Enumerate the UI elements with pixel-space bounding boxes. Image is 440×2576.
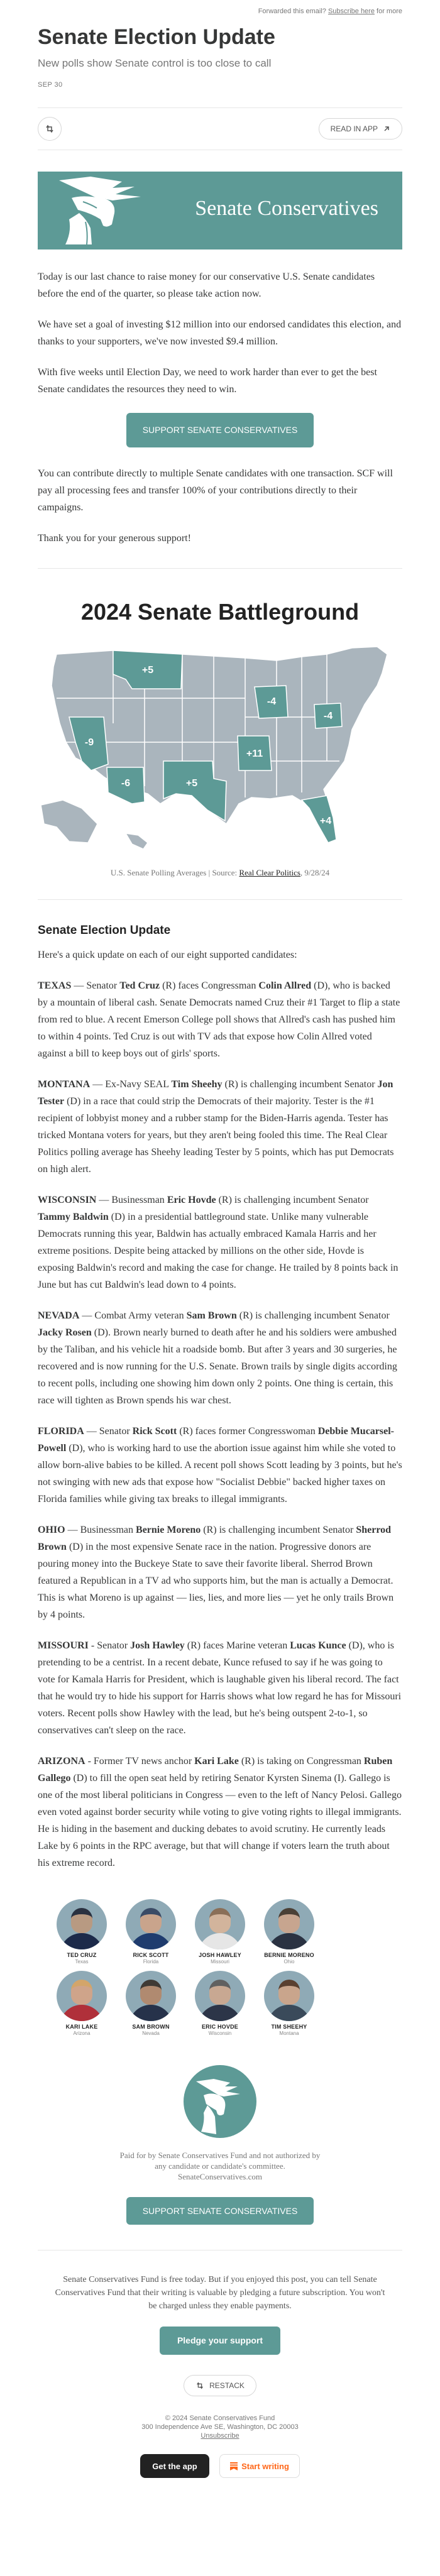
candidate-photo	[195, 1971, 245, 2021]
opponent-name: Ruben Gallego	[38, 1756, 393, 1784]
photo-shoulders	[198, 2005, 242, 2021]
race-paragraph	[38, 977, 402, 1062]
photo-head	[209, 1908, 231, 1933]
intro-paragraph: With five weeks until Election Day, we need to work harder than ever to get the best Senate candidates the resources they need to win.	[38, 367, 377, 395]
map-label-florida: +4	[319, 816, 332, 826]
candidate-name: Rick Scott	[132, 1426, 177, 1437]
photo-head	[140, 1980, 162, 2005]
candidate-card	[261, 1971, 317, 2036]
race-text: (D), who is backed by a mountain of liberal cash. Senate Democrats named Cruz their #1 Target to flip a state from red to blue. A recent Emerson College poll shows that Allred's cash has pushed him to within 4 points. Ted Cruz is out with TV ads that expose how Colin Allred voted against a bill to keep boys out of girls' sports.	[38, 980, 400, 1059]
candidate-name: Josh Hawley	[130, 1640, 185, 1651]
race-text: (D). Brown nearly burned to death after he and his soldiers were ambushed by the Taliban, and his vehicle hit a roadside bomb. But after 3 years and 30 surgeries, he recovered and is now running for the U.S. Senate. Brown trails by single digits according to recent polls, including one showing him down only 2 points. One thing is certain, this race will tighten as Brown spends his war chest.	[38, 1327, 397, 1406]
candidate-name: Sam Brown	[186, 1310, 237, 1321]
candidate-card-state: Arizona	[73, 2031, 91, 2036]
start-writing-label: Start writing	[241, 2461, 289, 2471]
footer-support-button[interactable]: SUPPORT SENATE CONSERVATIVES	[126, 2197, 314, 2225]
candidate-card	[192, 1899, 248, 1965]
subscribe-link[interactable]: Subscribe here	[327, 8, 375, 15]
arrow-up-right-icon	[383, 125, 390, 133]
opponent-name: Colin Allred	[258, 980, 312, 991]
photo-head	[140, 1908, 162, 1933]
get-the-app-button[interactable]: Get the app	[140, 2454, 209, 2478]
support-senate-conservatives-button[interactable]: SUPPORT SENATE CONSERVATIVES	[126, 413, 314, 447]
paid-line: any candidate or candidate's committee.	[155, 2161, 285, 2171]
post-date: SEP 30	[38, 81, 63, 89]
race-paragraph	[38, 1423, 402, 1508]
candidate-card	[53, 1899, 110, 1965]
race-state: WISCONSIN	[38, 1195, 97, 1205]
candidate-card	[123, 1899, 179, 1965]
race-paragraph	[38, 1076, 402, 1178]
race-text: (R) is taking on Congressman	[238, 1756, 364, 1767]
opponent-name: Sherrod Brown	[38, 1525, 392, 1552]
divider	[38, 899, 402, 900]
race-text: — Ex-Navy SEAL	[90, 1079, 172, 1090]
race-text: (R) faces Marine veteran	[184, 1640, 290, 1651]
candidate-card-state: Texas	[75, 1959, 89, 1965]
senate-conservatives-banner	[38, 172, 402, 249]
race-text: — Businessman	[96, 1195, 167, 1205]
map-label-wisconsin: -4	[267, 696, 277, 707]
race-text: (D), who is working hard to use the abortion issue against him while she voted to allow born-alive babies to be killed. A recent poll shows Scott leading by 3 points, but he's not swinging with new ads that expose how "Socialist Debbie" backed higher taxes on Florida families while giving tax breaks to illegal immigrants.	[38, 1443, 402, 1504]
pledge-section	[38, 2250, 402, 2355]
copyright-text: © 2024 Senate Conservatives Fund	[165, 2414, 275, 2422]
opponent-name: Jon Tester	[38, 1079, 393, 1107]
race-paragraph	[38, 1753, 402, 1872]
candidate-photo	[57, 1899, 107, 1949]
candidate-card-name: KARI LAKE	[65, 2024, 98, 2030]
intro-paragraph: We have set a goal of investing $12 million into our endorsed candidates this election, and thanks to your supporters, we've now invested $9.4 million.	[38, 319, 402, 347]
candidate-photo-grid	[38, 1899, 402, 2036]
photo-shoulders	[60, 2005, 104, 2021]
photo-head	[278, 1980, 300, 2005]
candidate-photo	[126, 1971, 176, 2021]
race-text: (R) is challenging incumbent Senator	[222, 1079, 378, 1090]
race-text: (R) faces former Congresswoman	[177, 1426, 318, 1437]
opponent-name: Tammy Baldwin	[38, 1212, 109, 1222]
race-paragraph	[38, 1637, 402, 1739]
candidate-card-name: RICK SCOTT	[133, 1952, 169, 1958]
map-label-montana: +5	[141, 665, 154, 676]
race-text: - Former TV news anchor	[85, 1756, 195, 1767]
read-in-app-label: READ IN APP	[330, 124, 378, 133]
post-actions-bar	[38, 107, 402, 150]
race-state: NEVADA	[38, 1310, 80, 1321]
start-writing-button[interactable]	[219, 2454, 300, 2478]
race-text: — Combat Army veteran	[79, 1310, 187, 1321]
candidate-card-name: JOSH HAWLEY	[199, 1952, 241, 1958]
race-text: (D) in the most expensive Senate race in the nation. Progressive donors are pouring money into the Buckeye State to save their favorite liberal. Sherrod Brown featured a Republican in a TV ad who supports him, but the man is actually a Democrat. This is what Moreno is up against — lies, lies, and more lies — yet he only trails Brown by 4 points.	[38, 1542, 394, 1620]
substack-logo-icon	[230, 2462, 238, 2470]
support-button-wrap	[38, 413, 402, 447]
footer-button-wrap	[38, 2197, 402, 2225]
forwarded-notice	[38, 0, 402, 15]
post-title[interactable]: Senate Election Update	[38, 25, 275, 49]
map-label-missouri: +11	[246, 748, 263, 759]
divider	[38, 568, 402, 569]
race-state: OHIO	[38, 1525, 65, 1535]
photo-shoulders	[267, 1933, 311, 1949]
race-text: (D) to fill the open seat held by retiring Senator Kyrsten Sinema (I). Gallego is one of the most liberal politicians in Congress — even to the left of Nancy Pelosi. Gallego even voted against border security while voting to give voting rights to illegal immigrants. He is hiding in the basement and ducking debates to avoid scrutiny. He currently leads Lake by 6 points in the RPC average, but that will change if voters learn the truth about his extreme record.	[38, 1773, 402, 1868]
race-state: MISSOURI	[38, 1640, 89, 1651]
candidate-photo	[126, 1899, 176, 1949]
restack-wrap	[38, 2375, 402, 2396]
intro-paragraph: You can contribute directly to multiple Senate candidates with one transaction. SCF will pay all processing fees and transfer 100% of your contributions directly to their campaigns.	[38, 468, 393, 513]
candidate-photo	[264, 1899, 314, 1949]
candidate-card-state: Wisconsin	[208, 2031, 232, 2036]
statue-of-liberty-logo-icon	[47, 175, 172, 246]
photo-head	[278, 1908, 300, 1933]
real-clear-politics-link[interactable]: Real Clear Politics	[239, 868, 300, 877]
restack-label: RESTACK	[209, 2381, 245, 2390]
race-text: — Businessman	[65, 1525, 136, 1535]
race-text: (R) is challenging incumbent Senator	[216, 1195, 369, 1205]
forwarded-prefix: Forwarded this email?	[258, 8, 326, 15]
banner-name: Senate Conservatives	[195, 197, 378, 220]
candidate-card	[123, 1971, 179, 2036]
unsubscribe-link[interactable]: Unsubscribe	[201, 2432, 239, 2440]
race-paragraph	[38, 1521, 402, 1623]
candidate-card-state: Ohio	[283, 1959, 295, 1965]
candidate-card	[192, 1971, 248, 2036]
race-text: (D), who is pretending to be a centrist. In a recent debate, Kunce refused to say if he was going to vote for Kamala Harris for President, which is laughable given his liberal record. The fact that he would try to hide his support for Harris shows what low regard he has for Missouri voters. Recent polls show Hawley with the lead, but he's being outspent 2-to-1, so conservatives can't sleep on the race.	[38, 1640, 402, 1736]
race-state: MONTANA	[38, 1079, 91, 1090]
footer-restack-button[interactable]	[184, 2375, 256, 2396]
post-subtitle: New polls show Senate control is too close to call	[38, 57, 272, 69]
photo-shoulders	[129, 2005, 173, 2021]
candidate-photo	[264, 1971, 314, 2021]
race-text: - Senator	[88, 1640, 131, 1651]
race-text: (R) is challenging incumbent Senator	[201, 1525, 356, 1535]
candidate-card-name: ERIC HOVDE	[201, 2024, 238, 2030]
us-map-svg	[38, 635, 402, 862]
candidate-name: Kari Lake	[194, 1756, 239, 1767]
address-text: 300 Independence Ave SE, Washington, DC 20003	[141, 2423, 299, 2431]
race-text: (D) in a presidential battleground state. Unlike many vulnerable Democrats running this year, Baldwin has actually embraced Kamala Harris and her extreme positions. Despite being attacked by millions on the other side, Hovde is exposing Baldwin's record and making the case for change. He trailed by 8 points back in June but has cut Baldwin's lead down to 4 points.	[38, 1212, 399, 1290]
map-title: 2024 Senate Battleground	[80, 599, 360, 625]
map-caption-suffix: , 9/28/24	[300, 868, 330, 877]
photo-head	[71, 1908, 92, 1933]
restack-button[interactable]	[38, 117, 62, 141]
candidate-card-name: TIM SHEEHY	[271, 2024, 307, 2030]
opponent-name: Jacky Rosen	[38, 1327, 92, 1338]
pledge-support-button[interactable]: Pledge your support	[160, 2327, 280, 2355]
map-label-arizona: -6	[121, 778, 131, 789]
update-intro: Here's a quick update on each of our eight supported candidates:	[38, 950, 297, 960]
race-text: (D) in a race that could strip the Democrats of their majority. Tester is the #1 recipient of lobbyist money and a rubber stamp for the Biden-Harris agenda. Tester has tricked Montana voters for years, but they aren't being fooled this time. The Real Clear Politics polling average has Sheehy leading Tester by 5 points, which has put Democrats on high alert.	[38, 1096, 394, 1175]
race-state: FLORIDA	[38, 1426, 84, 1437]
candidate-card-name: SAM BROWN	[132, 2024, 170, 2030]
candidate-photo	[57, 1971, 107, 2021]
photo-shoulders	[198, 1933, 242, 1949]
update-section	[38, 946, 402, 1872]
candidate-card-state: Missouri	[211, 1959, 229, 1965]
paid-for-disclaimer	[38, 2150, 402, 2182]
intro-section	[38, 268, 402, 547]
race-state: TEXAS	[38, 980, 72, 991]
candidate-name: Eric Hovde	[167, 1195, 216, 1205]
candidate-card	[261, 1899, 317, 1965]
candidate-card-name: TED CRUZ	[67, 1952, 97, 1958]
paid-line: Paid for by Senate Conservatives Fund and not authorized by	[119, 2151, 321, 2160]
race-text: — Senator	[71, 980, 120, 991]
statue-of-liberty-circle-logo-icon	[182, 2064, 258, 2139]
race-text: (R) is challenging incumbent Senator	[236, 1310, 390, 1321]
map-label-ohio: -4	[323, 711, 333, 721]
update-heading: Senate Election Update	[38, 924, 171, 937]
copyright-block	[38, 2414, 402, 2440]
race-paragraph	[38, 1307, 402, 1409]
race-paragraph	[38, 1192, 402, 1293]
candidate-card-state: Florida	[143, 1959, 159, 1965]
battleground-map	[38, 635, 402, 862]
footer-logo	[38, 2064, 402, 2142]
photo-shoulders	[129, 1933, 173, 1949]
candidate-photo	[195, 1899, 245, 1949]
photo-head	[71, 1980, 92, 2005]
pledge-text: Senate Conservatives Fund is free today. But if you enjoyed this post, you can tell Senate Conservatives Fund that their writing is valuable by pledging a future subscription. You won't be charged unless they enable payments.	[55, 2275, 385, 2311]
restack-icon	[45, 124, 55, 134]
map-caption	[38, 868, 402, 878]
map-caption-prefix: U.S. Senate Polling Averages | Source:	[110, 868, 238, 877]
photo-shoulders	[60, 1933, 104, 1949]
candidate-card-name: BERNIE MORENO	[264, 1952, 314, 1958]
website-link[interactable]: SenateConservatives.com	[178, 2172, 262, 2181]
race-text: (R) faces Congressman	[160, 980, 259, 991]
map-label-nevada: -9	[84, 737, 94, 748]
race-state: ARIZONA	[38, 1756, 85, 1767]
candidate-name: Ted Cruz	[119, 980, 160, 991]
candidate-card-state: Nevada	[142, 2031, 160, 2036]
race-list	[38, 977, 402, 1872]
candidate-name: Bernie Moreno	[136, 1525, 201, 1535]
opponent-name: Lucas Kunce	[290, 1640, 346, 1651]
read-in-app-button[interactable]	[319, 118, 402, 140]
candidate-card-state: Montana	[279, 2031, 299, 2036]
email-content	[38, 0, 402, 2478]
map-label-texas: +5	[185, 778, 198, 789]
photo-shoulders	[267, 2005, 311, 2021]
candidate-name: Tim Sheehy	[171, 1079, 223, 1090]
photo-head	[209, 1980, 231, 2005]
race-text: — Senator	[84, 1426, 133, 1437]
restack-icon	[195, 2381, 204, 2390]
candidate-card	[53, 1971, 110, 2036]
intro-paragraph: Thank you for your generous support!	[38, 533, 191, 544]
intro-paragraph: Today is our last chance to raise money for our conservative U.S. Senate candidates before the end of the quarter, so please take action now.	[38, 271, 375, 299]
opponent-name: Debbie Mucarsel-Powell	[38, 1426, 394, 1454]
app-buttons	[38, 2454, 402, 2478]
forwarded-suffix: for more	[377, 8, 402, 15]
